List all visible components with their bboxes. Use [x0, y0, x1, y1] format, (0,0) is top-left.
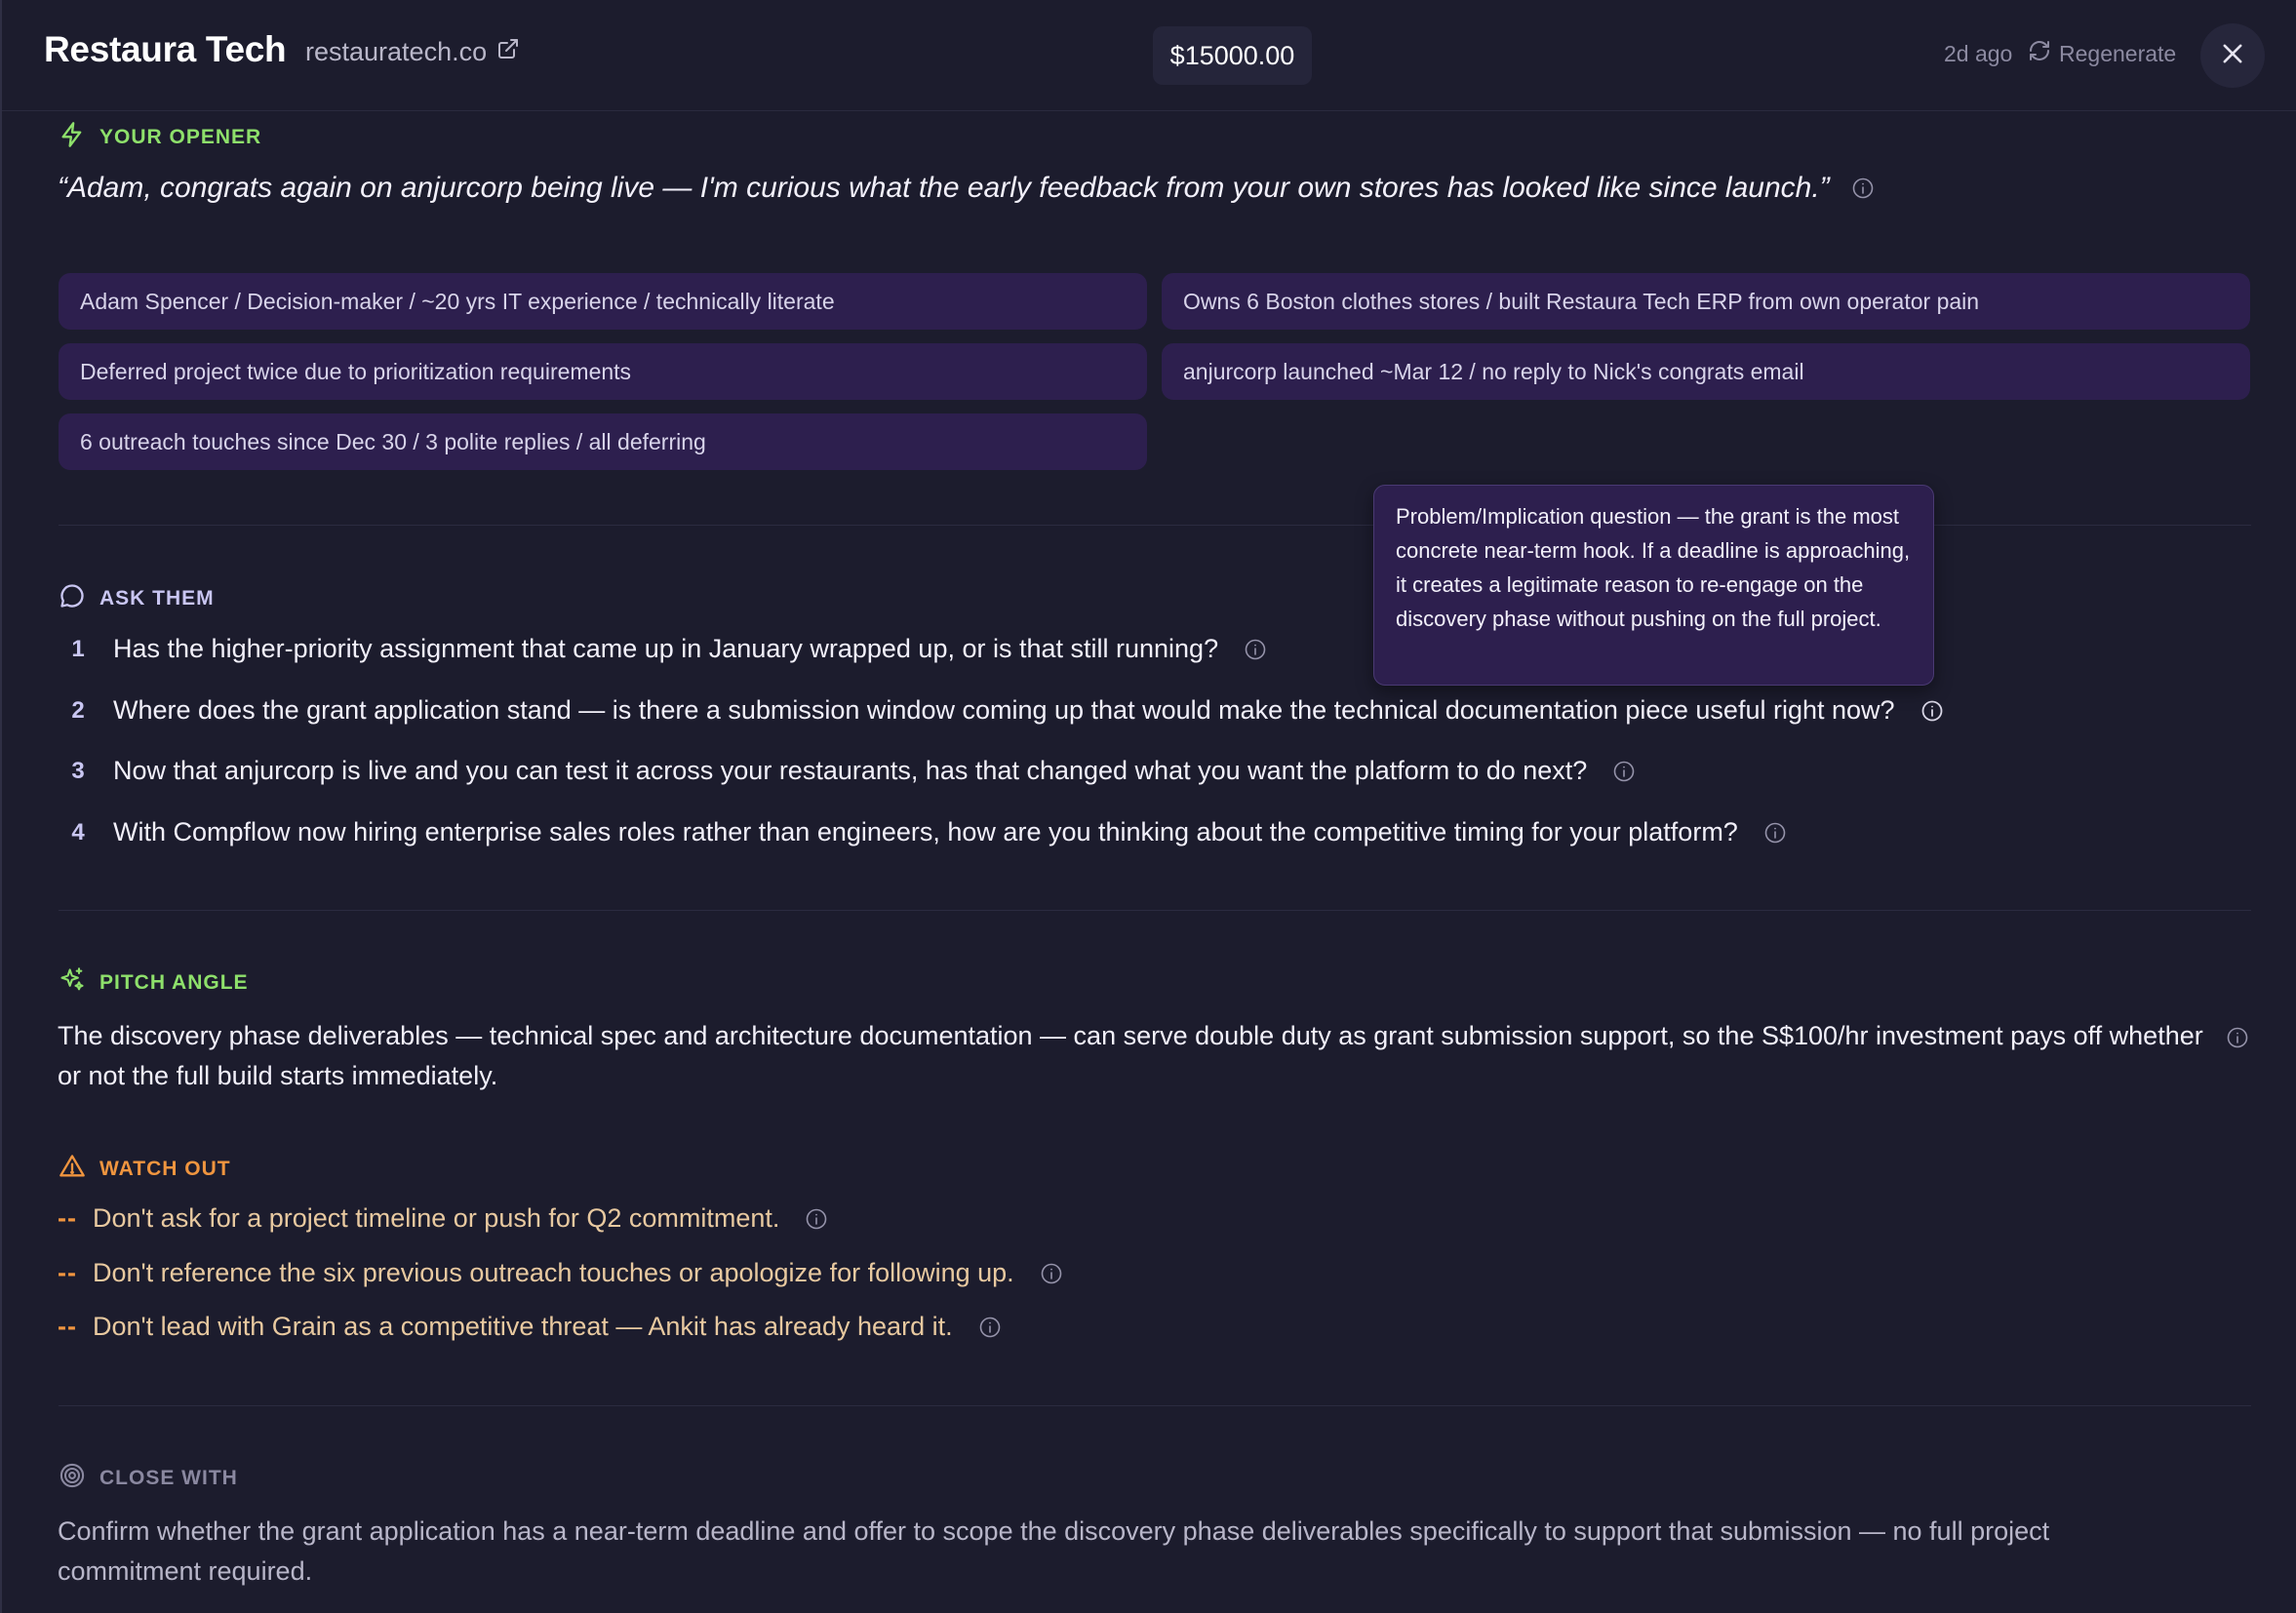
fact-chip: 6 outreach touches since Dec 30 / 3 polite replies / all deferring [59, 413, 1147, 470]
question-row [64, 756, 1636, 786]
question-number: 4 [71, 818, 85, 846]
company-website-link[interactable] [305, 37, 520, 67]
header [2, 0, 2296, 111]
question-number: 2 [71, 696, 85, 724]
chat-bubble-icon [59, 582, 86, 615]
question-number: 3 [71, 757, 85, 784]
close-with-text: Confirm whether the grant application has a near-term deadline and offer to scope the discovery phase deliverables specifically to support that submission — no full project commitment required. [58, 1516, 2050, 1586]
watch-out-label-text: WATCH OUT [99, 1158, 231, 1180]
watch-out-text: Don't lead with Grain as a competitive threat — Ankit has already heard it. [92, 1312, 953, 1341]
watch-out-text: Don't ask for a project timeline or push for Q2 commitment. [92, 1203, 780, 1233]
pitch-text: The discovery phase deliverables — technical spec and architecture documentation — can serve double duty as grant submission support, so the S$100/hr investment pays off whether or not the full build starts immediately. [58, 1021, 2203, 1090]
opener-label-text: YOUR OPENER [99, 126, 262, 148]
close-icon [2219, 40, 2246, 72]
opener-quote-text: “Adam, congrats again on anjurcorp being live — I'm curious what the early feedback from your own stores has looked like since launch.” [58, 172, 1830, 204]
question-row [64, 817, 1787, 847]
fact-chip: Adam Spencer / Decision-maker / ~20 yrs IT experience / technically literate [59, 273, 1147, 330]
info-icon[interactable] [805, 1207, 828, 1231]
opener-quote [58, 172, 1875, 205]
dash-marker: -- [58, 1258, 77, 1287]
section-divider [59, 1405, 2251, 1406]
info-icon[interactable] [1763, 821, 1787, 845]
watch-out-item [58, 1258, 1063, 1288]
company-name: Restaura Tech [44, 29, 287, 69]
pitch-section-label [59, 966, 249, 1000]
question-text: Now that anjurcorp is live and you can test it across your restaurants, has that changed what you want the platform to do next? [113, 756, 1588, 785]
question-text: Where does the grant application stand — is there a submission window coming up that would make the technical documentation piece useful right now? [113, 695, 1895, 725]
dash-marker: -- [58, 1203, 77, 1233]
opener-section-label [59, 121, 261, 154]
close-button[interactable] [2200, 23, 2265, 88]
question-tooltip: Problem/Implication question — the grant is the most concrete near-term hook. If a deadline is approaching, it creates a legitimate reason to re-engage on the discovery phase without pushing on the full project. [1373, 485, 1934, 686]
question-number: 1 [71, 635, 85, 662]
fact-chip: Deferred project twice due to prioritization requirements [59, 343, 1147, 400]
info-icon[interactable] [1040, 1262, 1063, 1285]
target-icon [59, 1462, 86, 1495]
info-icon[interactable] [1920, 699, 1944, 723]
close-with-label-text: CLOSE WITH [99, 1467, 238, 1489]
watch-out-section-label [59, 1153, 231, 1186]
warning-triangle-icon [59, 1153, 86, 1186]
ask-them-section-label [59, 582, 215, 615]
info-icon[interactable] [1244, 638, 1267, 661]
fact-chip: anjurcorp launched ~Mar 12 / no reply to Nick's congrats email [1162, 343, 2250, 400]
info-icon[interactable] [978, 1316, 1002, 1339]
close-with-section-label [59, 1462, 238, 1495]
info-icon[interactable] [1851, 177, 1875, 200]
dash-marker: -- [58, 1312, 77, 1341]
question-row [64, 634, 1267, 664]
info-icon[interactable] [2226, 1026, 2249, 1049]
refresh-icon [2028, 39, 2051, 68]
generated-time: 2d ago [1944, 41, 2013, 66]
fact-chip: Owns 6 Boston clothes stores / built Restaura Tech ERP from own operator pain [1162, 273, 2250, 330]
company-domain: restauratech.co [305, 37, 488, 66]
question-text: Has the higher-priority assignment that came up in January wrapped up, or is that still running? [113, 634, 1219, 663]
watch-out-item [58, 1203, 828, 1234]
ask-them-label-text: ASK THEM [99, 587, 215, 610]
pitch-label-text: PITCH ANGLE [99, 971, 249, 994]
regenerate-label: Regenerate [2059, 40, 2177, 66]
regenerate-button[interactable] [2028, 39, 2176, 68]
watch-out-text: Don't reference the six previous outreach touches or apologize for following up. [92, 1258, 1014, 1287]
watch-out-item [58, 1312, 1002, 1342]
question-text: With Compflow now hiring enterprise sales roles rather than engineers, how are you thinking about the competitive timing for your platform? [113, 817, 1738, 846]
section-divider [59, 910, 2251, 911]
question-row [64, 695, 1944, 726]
info-icon[interactable] [1612, 760, 1636, 783]
lightning-icon [59, 121, 86, 154]
external-link-icon [496, 37, 520, 67]
deal-amount-badge: $15000.00 [1153, 26, 1312, 85]
sparkles-icon [59, 966, 86, 1000]
